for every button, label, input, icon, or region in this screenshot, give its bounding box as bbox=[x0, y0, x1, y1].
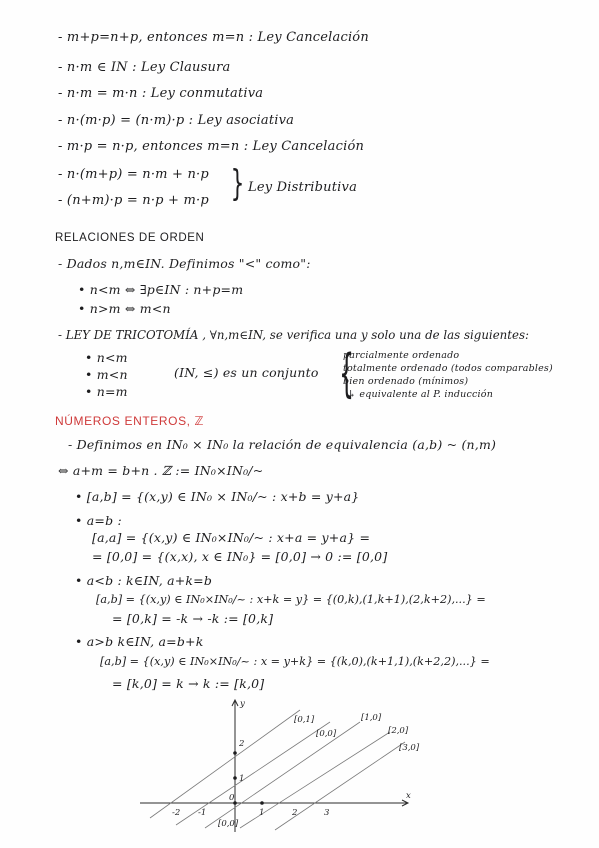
line-label-3-0: [3,0] bbox=[399, 743, 420, 753]
tri-item-3: • n=m bbox=[85, 384, 128, 399]
y-axis-label: y bbox=[240, 699, 245, 709]
order-def-item-2: • n>m ⇔ m<n bbox=[78, 301, 171, 316]
point-x1 bbox=[260, 801, 264, 805]
order-heading: RELACIONES DE ORDEN bbox=[55, 232, 205, 244]
point-y1 bbox=[233, 776, 237, 780]
case-less-line-2: = [0,k] = -k → -k := [0,k] bbox=[112, 611, 274, 626]
trichotomy-law: - LEY DE TRICOTOMÍA , ∀n,m∈IN, se verifica una y solo una de las siguientes: bbox=[58, 328, 530, 342]
case-greater-line-2: = [k,0] = k → k := [k,0] bbox=[112, 676, 265, 691]
property-5: - m·p = n·p, entonces m=n : Ley Cancelación bbox=[58, 139, 365, 154]
property-2: - n·m ∈ IN : Ley Clausura bbox=[58, 60, 231, 75]
line-label-0-0: [0,0] bbox=[316, 729, 337, 739]
point-y2 bbox=[233, 751, 237, 755]
set-props-brace: { bbox=[339, 344, 354, 404]
property-1: - m+p=n+p, entonces m=n : Ley Cancelación bbox=[58, 30, 369, 45]
integers-line-1: - Definimos en IN₀ × IN₀ la relación de equivalencia (a,b) ~ (n,m) bbox=[68, 437, 497, 452]
set-prop-3: bien ordenado (mínimos) bbox=[343, 376, 469, 387]
property-6: - n·(m+p) = n·m + n·p bbox=[58, 167, 209, 182]
origin-class-label: [0,0] bbox=[218, 819, 239, 829]
set-prop-4: ↳ equivalente al P. inducción bbox=[348, 389, 494, 400]
case-less-line-1: [a,b] = {(x,y) ∈ IN₀×IN₀/~ : x+k = y} = {(0,k),(1,k+1),(2,k+2),...} = bbox=[96, 593, 486, 606]
class-line-0-1 bbox=[150, 710, 300, 818]
case-equal-label: • a=b : bbox=[75, 513, 122, 528]
integers-line-3: • [a,b] = {(x,y) ∈ IN₀ × IN₀/~ : x+b = y+a} bbox=[75, 489, 360, 504]
line-label-1-0: [1,0] bbox=[361, 713, 382, 723]
x-tick-2: 2 bbox=[292, 808, 298, 818]
y-tick-2: 2 bbox=[239, 739, 245, 749]
integers-heading: NÚMEROS ENTEROS, ℤ bbox=[55, 414, 205, 428]
x-tick-1: 1 bbox=[259, 808, 265, 818]
order-definition: - Dados n,m∈IN. Definimos "<" como": bbox=[58, 256, 311, 271]
x-tick-neg1: -1 bbox=[198, 808, 207, 818]
property-4: - n·(m·p) = (n·m)·p : Ley asociativa bbox=[58, 113, 295, 128]
integers-line-2: ⇔ a+m = b+n . ℤ := IN₀×IN₀/~ bbox=[58, 463, 264, 478]
x-tick-3: 3 bbox=[324, 808, 330, 818]
x-tick-neg2: -2 bbox=[172, 808, 181, 818]
line-label-0-1: [0,1] bbox=[294, 715, 315, 725]
case-less-label: • a<b : k∈IN, a+k=b bbox=[75, 573, 213, 588]
property-7: - (n+m)·p = n·p + m·p bbox=[58, 193, 209, 208]
property-3: - n·m = m·n : Ley conmutativa bbox=[58, 86, 264, 101]
case-equal-line-1: [a,a] = {(x,y) ∈ IN₀×IN₀/~ : x+a = y+a} = bbox=[92, 530, 371, 545]
order-def-item-1: • n<m ⇔ ∃p∈IN : n+p=m bbox=[78, 282, 244, 297]
tri-item-1: • n<m bbox=[85, 350, 128, 365]
set-statement: (IN, ≤) es un conjunto bbox=[174, 365, 319, 380]
case-equal-line-2: = [0,0] = {(x,x), x ∈ IN₀} = [0,0] → 0 := [0,0] bbox=[92, 549, 388, 564]
line-label-2-0: [2,0] bbox=[388, 726, 409, 736]
case-greater-label: • a>b k∈IN, a=b+k bbox=[75, 634, 204, 649]
set-prop-1: parcialmente ordenado bbox=[343, 350, 460, 361]
x-tick-0: 0 bbox=[229, 793, 235, 803]
distributive-brace: } bbox=[230, 163, 245, 204]
set-prop-2: totalmente ordenado (todos comparables) bbox=[343, 363, 553, 374]
tri-item-2: • m<n bbox=[85, 367, 128, 382]
case-greater-line-1: [a,b] = {(x,y) ∈ IN₀×IN₀/~ : x = y+k} = {(k,0),(k+1,1),(k+2,2),...} = bbox=[100, 655, 490, 668]
distributive-label: Ley Distributiva bbox=[248, 180, 358, 195]
x-axis-label: x bbox=[406, 791, 411, 801]
y-tick-1: 1 bbox=[239, 774, 245, 784]
class-line-1-0 bbox=[205, 722, 360, 828]
